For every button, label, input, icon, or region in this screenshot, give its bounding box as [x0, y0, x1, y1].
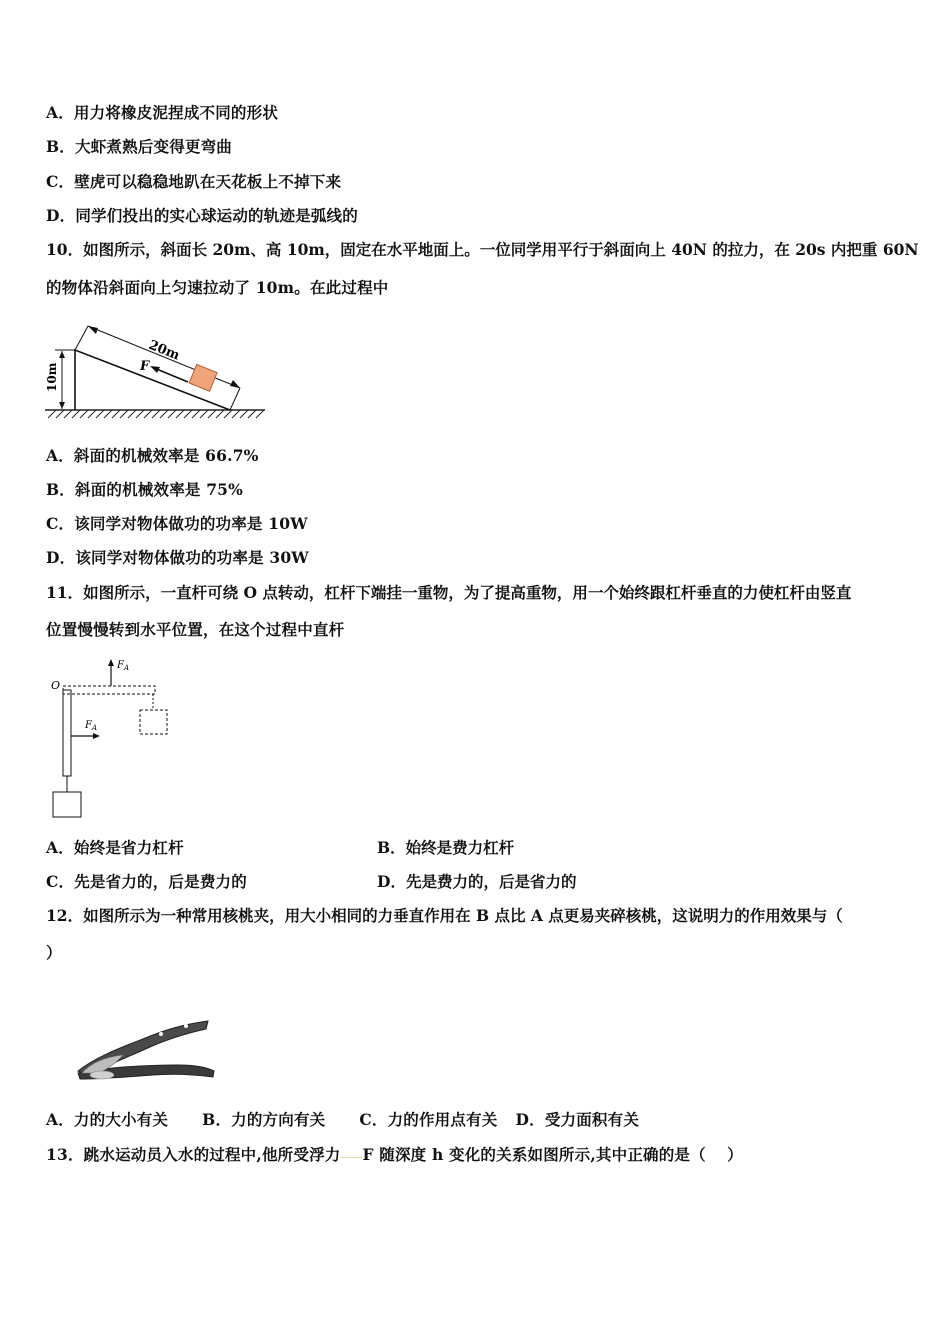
- svg-text:FA: [116, 660, 129, 672]
- force-subscript-side: A: [91, 724, 98, 732]
- q10-option-d: D．该同学对物体做功的功率是 30W: [46, 548, 309, 567]
- q12-stem-line2: ）: [46, 943, 62, 962]
- q11-stem-line2: 位置慢慢转到水平位置，在这个过程中直杆: [46, 620, 345, 639]
- q10-option-b: B．斜面的机械效率是 75%: [46, 480, 244, 499]
- block: [189, 364, 217, 391]
- answer-blank: [340, 1155, 362, 1158]
- q12-option-a: A．力的大小有关: [46, 1110, 169, 1129]
- q9-option-a: A．用力将橡皮泥捏成不同的形状: [46, 103, 279, 122]
- incline-figure: [40, 318, 270, 428]
- force-label: F: [140, 359, 150, 374]
- vertical-rod: [63, 690, 71, 776]
- q10-stem-line1: 10．如图所示，斜面长 20m、高 10m，固定在水平地面上。一位同学用平行于斜面向上 40N 的拉力，在 20s 内把重 60N: [46, 240, 919, 259]
- q11-option-a: A．始终是省力杠杆: [46, 838, 184, 857]
- force-subscript-top: A: [123, 664, 130, 672]
- q13-stem-part2: F 随深度 h 变化的关系如图所示,其中正确的是（ ）: [362, 1145, 743, 1164]
- q10-stem-line2: 的物体沿斜面向上匀速拉动了 10m。在此过程中: [46, 278, 389, 297]
- svg-text:FA: [84, 720, 97, 732]
- q11-stem-line1: 11．如图所示，一直杆可绕 O 点转动，杠杆下端挂一重物，为了提高重物，用一个始终跟杠杆垂直的力使杠杆由竖直: [46, 583, 852, 602]
- q9-option-b: B．大虾煮熟后变得更弯曲: [46, 137, 233, 156]
- q10-option-c: C．该同学对物体做功的功率是 10W: [46, 514, 308, 533]
- force-label-top: F: [117, 660, 124, 671]
- nutcracker-figure: [68, 1015, 218, 1087]
- q13-stem-part1: 13．跳水运动员入水的过程中,他所受浮力: [46, 1145, 341, 1164]
- q12-option-d: D．受力面积有关: [515, 1110, 640, 1129]
- height-label: 10m: [45, 362, 59, 392]
- force-label-side: F: [85, 720, 92, 731]
- pivot-label: O: [51, 679, 61, 692]
- dashed-weight: [140, 710, 167, 734]
- hanging-weight: [53, 792, 81, 817]
- q13-stem: [46, 1143, 743, 1165]
- length-label: 20m: [146, 337, 182, 364]
- q10-option-a: A．斜面的机械效率是 66.7%: [46, 446, 259, 465]
- q9-option-d: D．同学们投出的实心球运动的轨迹是弧线的: [46, 206, 358, 225]
- lever-figure: [45, 652, 185, 822]
- q12-option-c: C．力的作用点有关: [359, 1110, 498, 1129]
- q11-option-d: D．先是费力的，后是省力的: [377, 872, 577, 891]
- q12-option-b: B．力的方向有关: [202, 1110, 326, 1129]
- q12-options-row: [46, 1108, 673, 1130]
- q12-stem-line1: 12．如图所示为一种常用核桃夹，用大小相同的力垂直作用在 B 点比 A 点更易夹碎核桃，这说明力的作用效果与（: [46, 906, 843, 925]
- q11-option-c: C．先是省力的，后是费力的: [46, 872, 247, 891]
- horizontal-rod-dashed: [63, 686, 155, 694]
- q9-option-c: C．壁虎可以稳稳地趴在天花板上不掉下来: [46, 172, 342, 191]
- ground-hatching: [45, 410, 265, 418]
- q11-option-b: B．始终是费力杠杆: [377, 838, 515, 857]
